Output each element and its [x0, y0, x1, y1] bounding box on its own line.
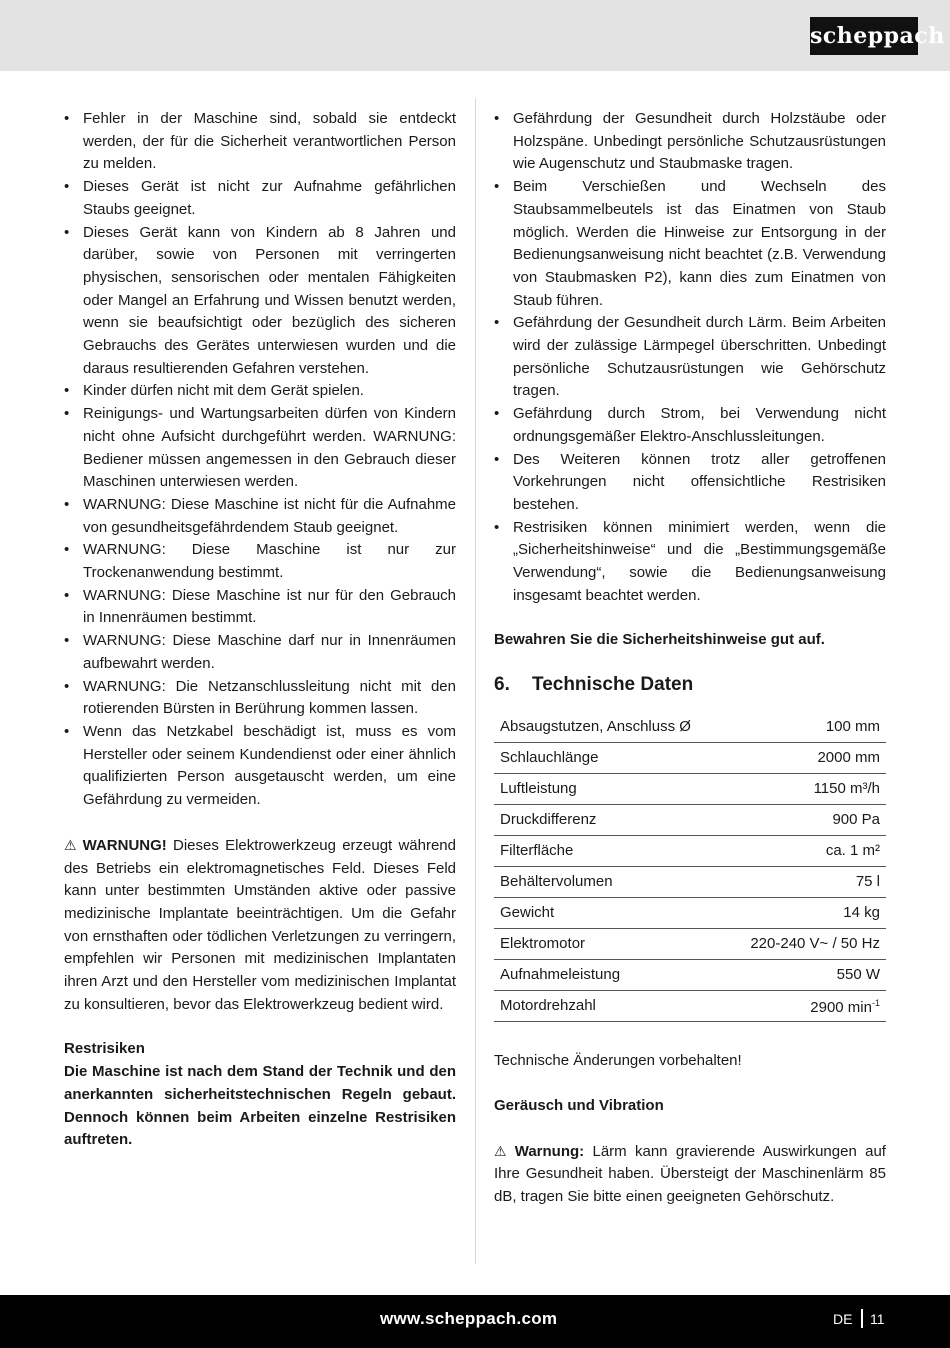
spec-value: ca. 1 m²: [725, 836, 886, 867]
spec-value: 900 Pa: [725, 805, 886, 836]
left-bullet-list: [64, 108, 456, 812]
section-number: 6.: [494, 674, 510, 696]
list-item: • WARNUNG: Diese Maschine ist nur zur Trockenanwendung bestimmt.: [64, 539, 456, 584]
website-link[interactable]: www.scheppach.com: [380, 1309, 558, 1328]
table-row: [494, 991, 886, 1022]
list-item: • WARNUNG: Diese Maschine darf nur in Innenräumen aufbewahrt werden.: [64, 630, 456, 675]
spec-value: 100 mm: [725, 712, 886, 743]
list-item: • Restrisiken können minimiert werden, wenn die „Sicherheitshinweise“ und die „Bestimmungsgemäße Verwendung“, sowie die Bedienungsanweisung insgesamt beachtet werden.: [494, 517, 886, 608]
warning-triangle-icon: ⚠: [64, 836, 79, 853]
list-item: • Dieses Gerät kann von Kindern ab 8 Jahren und darüber, sowie von Personen mit verringerten physischen, sensorischen oder mentalen Fähigkeiten oder Mangel an Erfahrung und Wissen benutzt werden, wenn sie beaufsichtigt oder bezüglich des sicheren Gebrauchs des Gerätes unterwiesen wurden und die daraus resultierenden Gefahren verstehen.: [64, 222, 456, 381]
spec-value: 14 kg: [725, 898, 886, 929]
table-row: [494, 867, 886, 898]
list-item: • Dieses Gerät ist nicht zur Aufnahme gefährlichen Staubs geeignet.: [64, 176, 456, 221]
tech-changes-note: Technische Änderungen vorbehalten!: [494, 1052, 742, 1070]
warning-label: WARNUNG!: [82, 836, 167, 854]
spec-value: 550 W: [725, 960, 886, 991]
footer-separator: [861, 1309, 863, 1328]
list-item: • Gefährdung der Gesundheit durch Lärm. Beim Arbeiten wird der zulässige Lärmpegel überschritten. Unbedingt persönliche Schutzausrüstungen wie Gehörschutz tragen.: [494, 312, 886, 403]
spec-label: Absaugstutzen, Anschluss Ø: [494, 712, 725, 743]
spec-label: Motordrehzahl: [494, 991, 725, 1022]
column-divider: [475, 98, 476, 1264]
restrisiken-heading: Restrisiken: [64, 1040, 145, 1058]
page-number: 11: [870, 1311, 885, 1327]
warning-triangle-icon: ⚠: [494, 1142, 511, 1159]
list-item: • WARNUNG: Diese Maschine ist nur für den Gebrauch in Innenräumen bestimmt.: [64, 585, 456, 630]
list-item: • WARNUNG: Die Netzanschlussleitung nicht mit den rotierenden Bürsten in Berührung kommen lassen.: [64, 676, 456, 721]
noise-warning-paragraph: [494, 1140, 886, 1209]
spec-label: Behältervolumen: [494, 867, 725, 898]
restrisiken-text: Die Maschine ist nach dem Stand der Technik und den anerkannten sicherheitstechnischen Regeln gebaut. Dennoch können beim Arbeiten einzelne Restrisiken auftreten.: [64, 1063, 456, 1149]
footer-bar: [0, 1295, 950, 1348]
list-item: • Wenn das Netzkabel beschädigt ist, muss es vom Hersteller oder seinem Kundendienst oder einer ähnlich qualifizierten Person ausgetauscht werden, um eine Gefährdung zu vermeiden.: [64, 721, 456, 812]
warning-text: Dieses Elektrowerkzeug erzeugt während des Betriebs ein elektromagnetisches Feld. Dieses Feld kann unter bestimmten Umständen aktive oder passive medizinische Implantate beeinträchtigen. Um die Gefahr von ernsthaften oder tödlichen Verletzungen zu verringern, empfehlen wir Personen mit medizinischen Implantaten ihren Arzt und den Hersteller vom medizinischen Implantat zu konsultieren, bevor das Elektrowerkzeug bedient wird.: [64, 836, 456, 1013]
table-row: [494, 898, 886, 929]
spec-table: [494, 712, 886, 1022]
table-row: [494, 805, 886, 836]
table-row: [494, 960, 886, 991]
spec-value: 220-240 V~ / 50 Hz: [725, 929, 886, 960]
section-heading: [494, 672, 886, 698]
list-item: • Reinigungs- und Wartungsarbeiten dürfen von Kindern nicht ohne Aufsicht durchgeführt werden. WARNUNG: Bediener müssen angemessen in den Gebrauch dieser Maschinen unterwiesen werden.: [64, 403, 456, 494]
language-code: DE: [833, 1311, 853, 1327]
list-item: • Gefährdung durch Strom, bei Verwendung nicht ordnungsgemäßer Elektro-Anschlussleitungen.: [494, 403, 886, 448]
list-item: • WARNUNG: Diese Maschine ist nicht für die Aufnahme von gesundheitsgefährdendem Staub geeignet.: [64, 494, 456, 539]
list-item: • Fehler in der Maschine sind, sobald sie entdeckt werden, der für die Sicherheit verantwortlichen Person zu melden.: [64, 108, 456, 176]
noise-warning-label: Warnung:: [514, 1142, 585, 1160]
list-item: • Des Weiteren können trotz aller getroffenen Vorkehrungen nicht offensichtliche Restrisiken bestehen.: [494, 449, 886, 517]
spec-label: Filterfläche: [494, 836, 725, 867]
emf-warning-paragraph: [64, 834, 456, 1017]
section-title: Technische Daten: [532, 674, 694, 696]
spec-value: 1150 m³/h: [725, 774, 886, 805]
table-row: [494, 774, 886, 805]
right-bullet-list: [494, 108, 886, 607]
spec-value: 2000 mm: [725, 743, 886, 774]
spec-label: Aufnahmeleistung: [494, 960, 725, 991]
spec-value: [725, 991, 886, 1022]
list-item: • Beim Verschießen und Wechseln des Staubsammelbeutels ist das Einatmen von Staub möglich. Werden die Hinweise zur Entsorgung in der Bedienungsanweisung nicht beachtet (z.B. Verwendung von Staubmasken P2), kann dies zum Einatmen von Staub führen.: [494, 176, 886, 312]
table-row: [494, 929, 886, 960]
spec-value: 75 l: [725, 867, 886, 898]
noise-warning-text: Lärm kann gravierende Auswirkungen auf Ihre Gesundheit haben. Übersteigt der Maschinenlärm 85 dB, tragen Sie bitte einen geeigneten Gehörschutz.: [494, 1142, 886, 1205]
list-item: • Gefährdung der Gesundheit durch Holzstäube oder Holzspäne. Unbedingt persönliche Schutzausrüstungen wie Augenschutz und Staubmaske tragen.: [494, 108, 886, 176]
left-column: [64, 108, 456, 1152]
spec-label: Luftleistung: [494, 774, 725, 805]
noise-heading: Geräusch und Vibration: [494, 1096, 664, 1114]
brand-logo: scheppach: [810, 17, 918, 55]
spec-label: Gewicht: [494, 898, 725, 929]
keep-instructions-note: Bewahren Sie die Sicherheitshinweise gut auf.: [494, 631, 825, 649]
spec-label: Druckdifferenz: [494, 805, 725, 836]
list-item: • Kinder dürfen nicht mit dem Gerät spielen.: [64, 380, 456, 403]
spec-value-superscript: -1: [871, 998, 880, 1009]
table-row: [494, 836, 886, 867]
spec-value-text: 2900 min: [810, 999, 872, 1017]
header-band: [0, 0, 950, 71]
table-row: [494, 712, 886, 743]
spec-label: Elektromotor: [494, 929, 725, 960]
table-row: [494, 743, 886, 774]
right-column: [494, 108, 886, 1209]
spec-label: Schlauchlänge: [494, 743, 725, 774]
